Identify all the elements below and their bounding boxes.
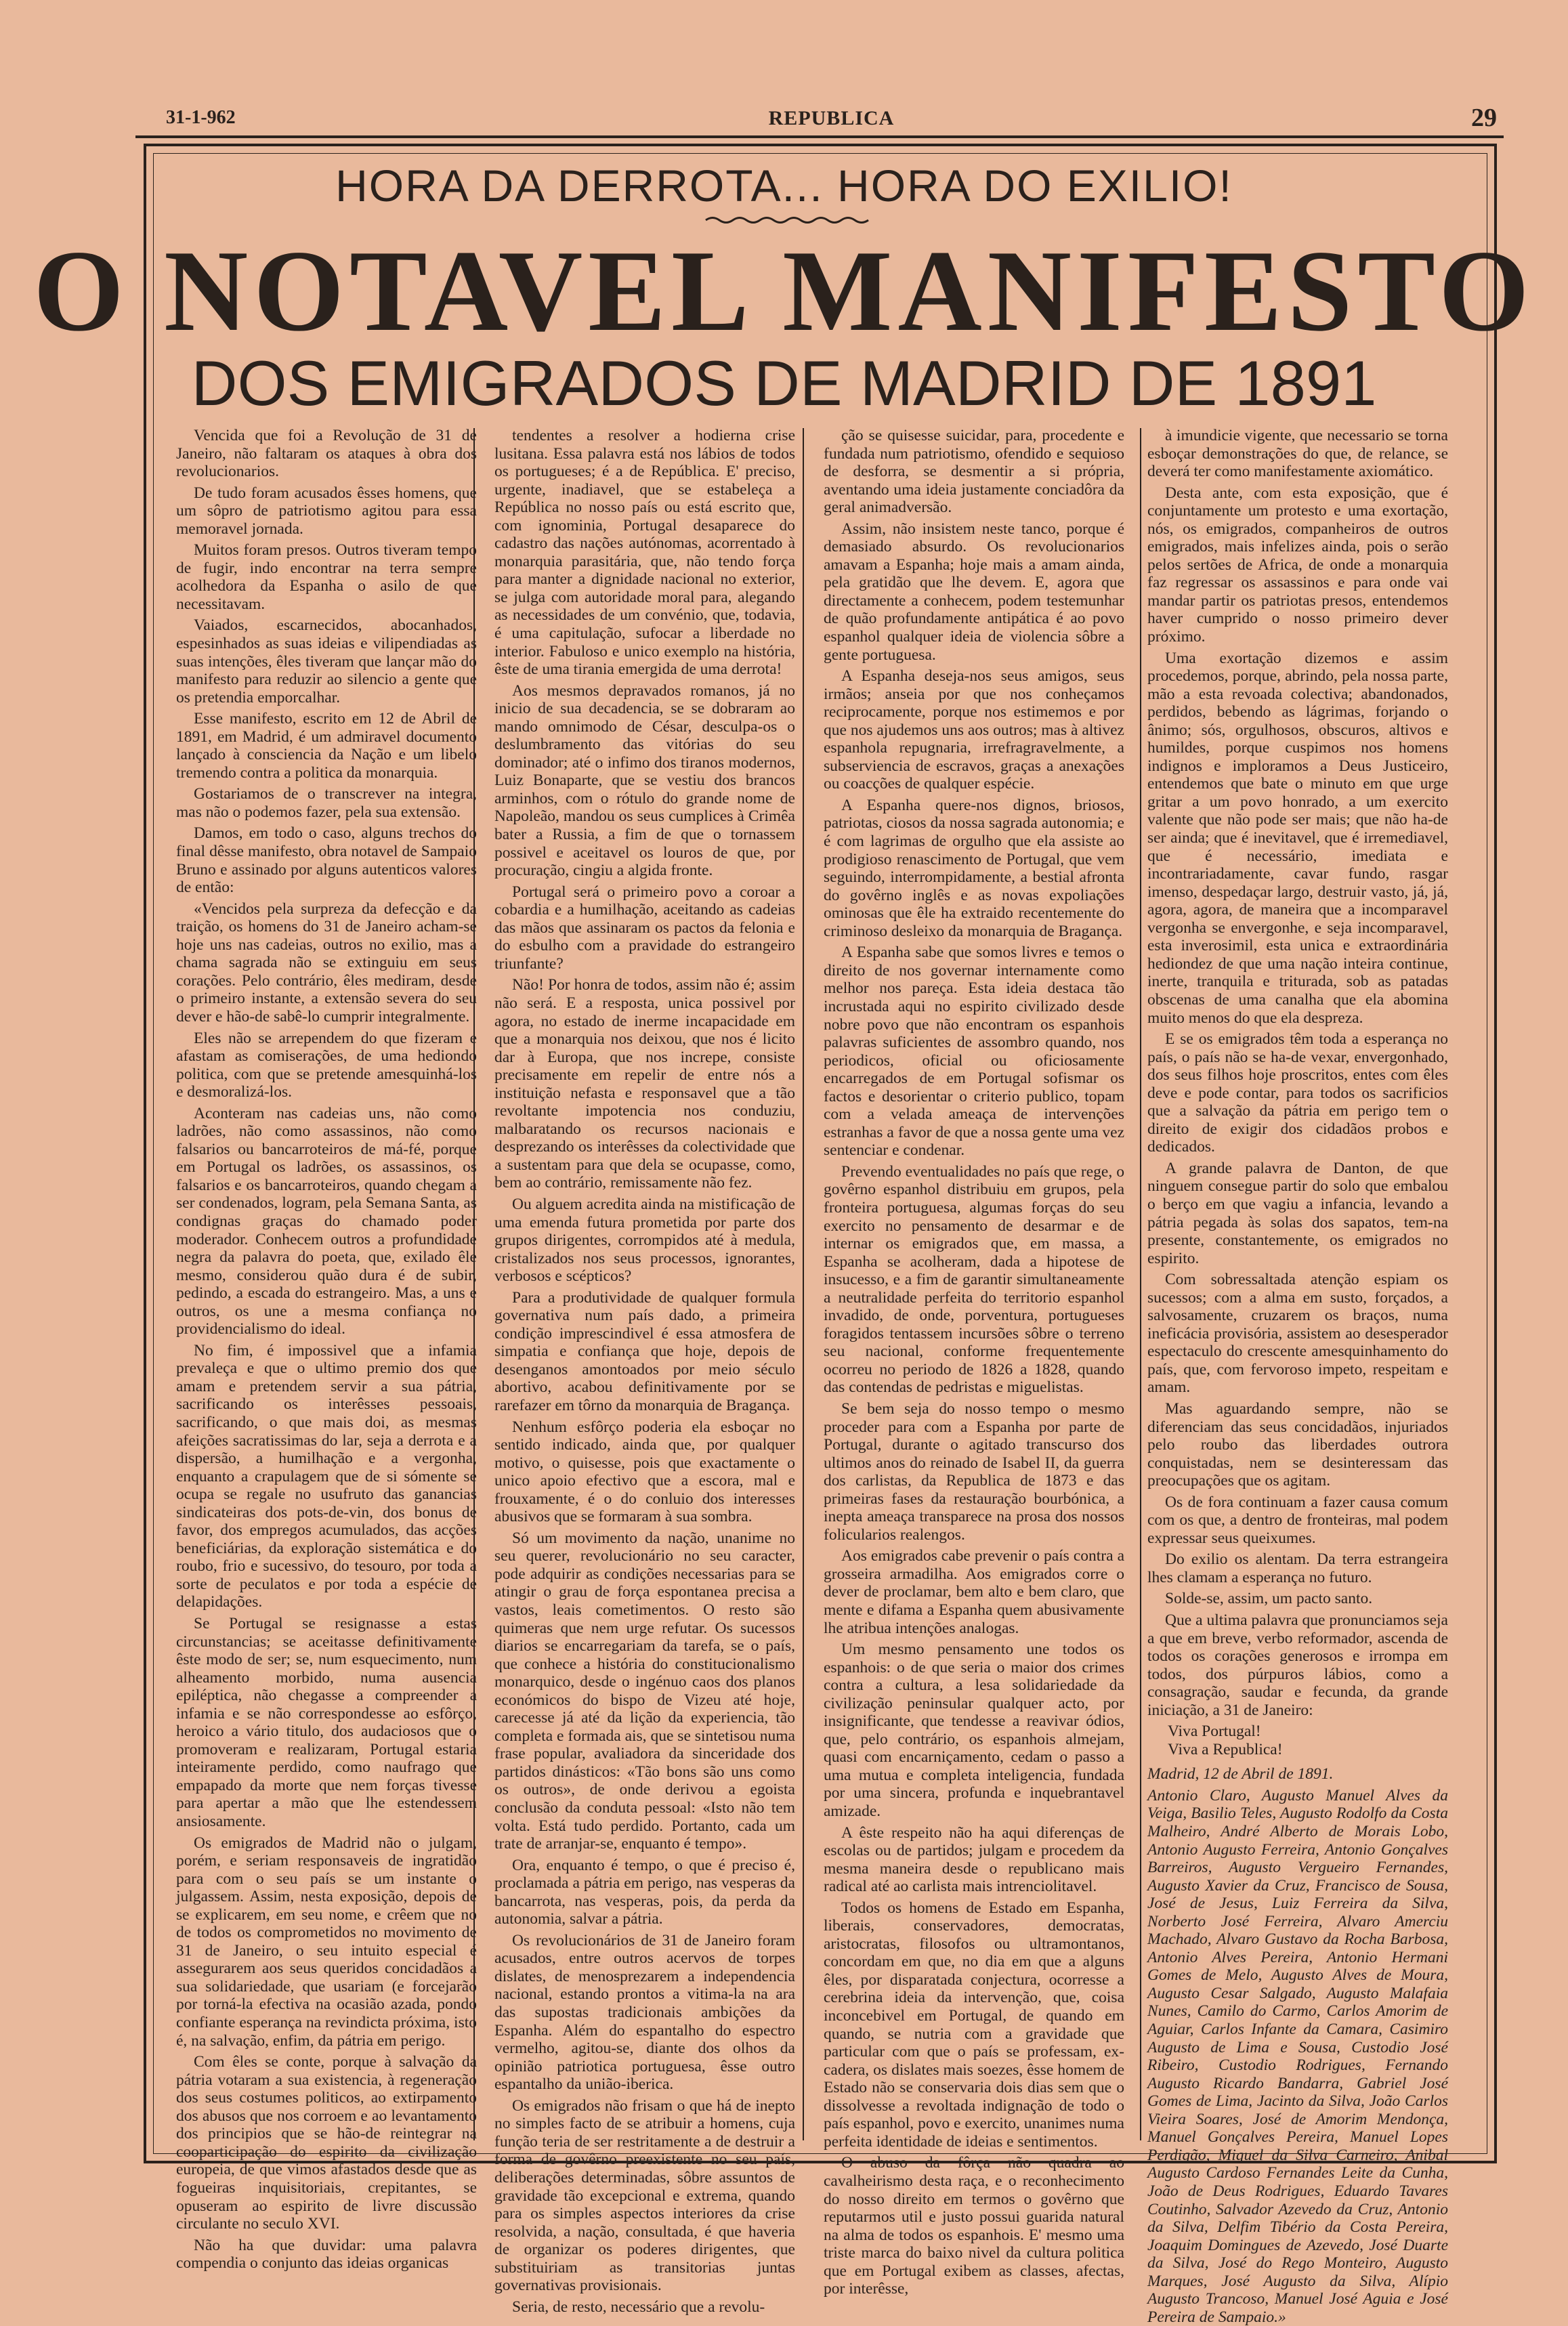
paragraph: A Espanha sabe que somos livres e temos o direito de nos governar internamente como melhor nos pareça. Esta ideia destaca tão incrustada aqui no espirito civilizado desde nobre povo que não encontram os espanhois palavras suficientes de assombro quando, nos periodicos, oficial ou oficiosamente encarregados de em Portugal sofismar os factos e desorientar o criterio publico, topam com a velada ameaça de intervenções estranhas a favor de que a nossa gente uma vez sentenciar e condenar. [824,944,1124,1160]
paragraph: Não! Por honra de todos, assim não é; assim não será. E a resposta, unica possivel por agora, no estado de inerme incapacidade em que a monarquia nos deixou, que nos é licito dar à Europa, que nos increpe, consiste precisamente em repelir de entre nós a instituição nefasta e responsavel que a tão revoltante impotencia nos conduziu, malbaratando os recursos nacionais e desprezando os interêsses da colectividade que a sustentam para que dela se ocupasse, como, bem ao contrário, remissamente não fez. [494,976,795,1192]
viva-republica: Viva a Republica! [1168,1740,1283,1758]
paragraph: Que a ultima palavra que pronunciamos seja a que em breve, verbo reformador, ascenda de todos os corações generosos e irrompa em todos, dos púrpuros lábios, como a consagração, saudar e fecunda, da grande iniciação, a 31 de Janeiro: [1147,1611,1448,1719]
paragraph: Damos, em todo o caso, alguns trechos do final dêsse manifesto, obra notavel de Sampaio Bruno e assinado por alguns autenticos valores de então: [176,824,477,897]
issue-date: 31-1-962 [166,107,236,128]
newspaper-name: REPUBLICA [768,107,895,129]
paragraph: De tudo foram acusados êsses homens, que um sôpro de patriotismo agitou para essa memoravel jornada. [176,484,477,538]
paragraph: Aos mesmos depravados romanos, já no inicio de sua decadencia, se se dobraram ao mando omnimodo de César, desculpa-os o deslumbramento das vitórias do seu dominador; até o infimo dos tiranos modernos, Luiz Bonaparte, que se vestiu dos brancos arminhos, com o rótulo do grande nome de Napoleão, mandou os seus cumplices à Crimêa bater a Russia, a fim de que o tornassem possivel e aceitavel os louros de que, por procuração, cingiu a algida fronte. [494,681,795,880]
column-4-paragraphs [1147,427,1448,1719]
paragraph: Se Portugal se resignasse a estas circunstancias; se aceitasse definitivamente êste modo de ser; se, num esquecimento, num alheamento morbido, numa ausencia epiléptica, não chegasse a compreender a infamia e se não correspondesse ao esfôrço, heroico a vário titulo, dos audaciosos que o promoveram e realizaram, Portugal estaria inteiramente perdido, como naufrago que empapado da morte que nem forças tivesse para apertar a mão que lhe estendessem ansiosamente. [176,1615,477,1831]
paragraph: Para a produtividade de qualquer formula governativa num país dado, a primeira condição imprescindivel é essa atmosfera de simpatia e confiança que hoje, depois de desenganos amontoados por meio século abortivo, acabou definitivamente por se rarefazer em tôrno da monarquia de Bragança. [494,1288,795,1414]
paragraph: A Espanha quere-nos dignos, briosos, patriotas, ciosos da nossa sagrada autonomia; e é com lagrimas de orgulho que ela assiste ao prodigioso renascimento de Portugal, que vem seguindo, interrompidamente, a bestial afronta do govêrno inglês e as novas expoliações ominosas que êle ha extraido recentemente do criminoso desleixo da monarquia de Bragança. [824,796,1124,940]
paragraph: Ou alguem acredita ainda na mistificação de uma emenda futura prometida por parte dos grupos dirigentes, corrompidos até à medula, cristalizados nos seus processos, ignorantes, verbosos e scépticos? [494,1195,795,1286]
paragraph: «Vencidos pela surpreza da defecção e da traição, os homens do 31 de Janeiro acham-se hoje uns nas cadeias, outros no exilio, mas a chama sagrada não se extinguiu em seus corações. Pelo contrário, êles mediram, desde o primeiro instante, a extensão severa do seu dever e hão-de sabê-lo cumprir integralmente. [176,900,477,1025]
paragraph: Se bem seja do nosso tempo o mesmo proceder para com a Espanha por parte de Portugal, durante o agitado transcurso dos ultimos anos do reinado de Isabel II, da guerra dos carlistas, da Republica de 1873 e das primeiras fases da restauração bourbónica, a inepta ameaça transparece na prosa dos nossos folicularios realengos. [824,1399,1124,1544]
paragraph: à imundicie vigente, que necessario se torna esboçar demonstrações do que, de relance, se deverá ter como manifestamente axiomático. [1147,427,1448,481]
paragraph: Os emigrados não frisam o que há de inepto no simples facto de se atribuir a homens, cuja função teria de ser restritamente a de destruir a forma de govêrno preexistente no seu país, deliberações determinadas, sôbre assuntos de gravidade tão excepcional e extrema, quando para os simples aspectos interiores da crise resolvida, a nação, consultada, é que haveria de organizar os poderes dirigentes, que substituiriam as transitorias juntas governativas provisionais. [494,2096,795,2295]
paragraph: Os de fora continuam a fazer causa comum com os que, a dentro de fronteiras, mal podem expressar seus queixumes. [1147,1493,1448,1547]
signatories: Antonio Claro, Augusto Manuel Alves da Veiga, Basilio Teles, Augusto Rodolfo da Costa Malheiro, André Alberto de Morais Lobo, Antonio Augusto Ferreira, Antonio Gonçalves Barreiros, Augusto Vergueiro Fernandes, Augusto Xavier da Cruz, Francisco de Sousa, José de Jesus, Luiz Ferreira da Silva, Norberto José Ferreira, Alvaro Amerciu Machado, Alvaro Gustavo da Rocha Barbosa, Antonio Alves Pereira, Antonio Hermani Gomes de Melo, Augusto Alves de Moura, Augusto Cesar Salgado, Augusto Malafaia Nunes, Camilo do Carmo, Carlos Amorim de Aguiar, Carlos Infante da Camara, Casimiro Augusto de Lima e Sousa, Custodio José Ribeiro, Custodio Rodrigues, Fernando Augusto Ricardo Bandarra, Gabriel José Gomes de Lima, Jacinto da Silva, João Carlos Vieira Soares, José de Amorim Mendonça, Manuel Gonçalves Pereira, Manuel Lopes Perdigão, Miguel da Silva Carneiro, Anibal Augusto Cardoso Fernandes Leite da Cunha, João de Deus Rodrigues, Eduardo Tavares Coutinho, Salvador Azevedo da Cruz, Antonio da Silva, Delfim Tibério da Costa Pereira, Joaquim Domingues de Azevedo, José Duarte da Silva, José do Rego Monteiro, Augusto Marques, José Augusto da Silva, Alípio Augusto Trancoso, Manuel José Aguia e José Pereira de Sampaio.» [1147,1786,1448,2326]
paragraph: ção se quisesse suicidar, para, procedente e fundada num patriotismo, ofendido e sequioso de desforra, se desmentir a si própria, aventando uma ideia justamente conciadôra da geral animadversão. [824,427,1124,517]
paragraph: Assim, não insistem neste tanco, porque é demasiado absurdo. Os revolucionarios amavam a Espanha; hoje mais a amam ainda, pela gratidão que lhe devem. E, agora que directamente a conhecem, podem testemunhar de quão profundamente antipática é ao povo espanhol qualquer ideia de violencia sôbre a gente portuguesa. [824,520,1124,664]
kicker-headline: HORA DA DERROTA... HORA DO EXILIO! [335,161,1233,211]
paragraph: Aconteram nas cadeias uns, não como ladrões, não como assassinos, não como falsarios ou bancarroteiros de má-fé, porque em Portugal os ladrões, os assassinos, os falsarios e os bancarroteiros, quando chegam a ser condenados, logram, pela Semana Santa, as condignas graças do chamado poder moderador. Conhecem outros a profundidade negra da palavra do poeta, que, exilado êle mesmo, considerou quão dura é de subir, pedindo, a escada do estrangeiro. Mas, a uns e outros, os une a mesma confiança no providencialismo do ideal. [176,1104,477,1338]
column-2 [494,427,795,2316]
paragraph: Com êles se conte, porque à salvação da pátria votaram a sua existencia, à regeneração dos seus costumes politicos, ao extirpamento dos abusos que nos corroem e ao levantamento dos principios que se hão-de reintegrar na cooparticipação do espirito da civilização europeia, de que vimos afastados desde que as fogueiras inquisitoriais, crepitantes, se opuseram ao espirito de livre discussão circulante no seculo XVI. [176,2053,477,2233]
column-4 [1147,427,1448,2326]
viva-portugal: Viva Portugal! [1168,1722,1261,1741]
paragraph: Vaiados, escarnecidos, abocanhados, espesinhados as suas ideias e vilipendiadas as suas intenções, êles tiveram que lançar mão do manifesto para reduzir ao silencio a gente que os pretendia emporcalhar. [176,616,477,706]
article-body [167,427,1474,2326]
paragraph: Muitos foram presos. Outros tiveram tempo de fugir, indo encontrar na terra sempre acolhedora da Espanha o asilo de que necessitavam. [176,541,477,613]
paragraph: Esse manifesto, escrito em 12 de Abril de 1891, em Madrid, é um admiravel documento lançado à consciencia da Nação e um libelo tremendo contra a politica da monarquia. [176,710,477,782]
paragraph: Desta ante, com esta exposição, que é conjuntamente um protesto e uma exortação, nós, os emigrados, companheiros de outros emigrados, mais infelizes ainda, pois o serão pelos sertões de Africa, de onde a monarquia faz regressar os assassinos e para onde vai mandar partir os patriotas presos, entendemos haver cumprido o nosso primeiro dever próximo. [1147,484,1448,646]
subheadline: DOS EMIGRADOS DE MADRID DE 1891 [191,347,1377,419]
column-1 [176,427,477,2272]
paragraph: Só um movimento da nação, unanime no seu querer, revolucionário no seu caracter, pode adquirir as condições necessarias para se atingir o grau de força espontanea precisa a vastos, leais cometimentos. O resto são quimeras que nem urge refutar. Os sucessos diarios se encarregariam da tarefa, se o país, que conhece a história do constitucionalismo monarquico, desde o ingénuo caos dos planos económicos do bispo de Vizeu até hoje, carecesse já até da lição da experiencia, tão completa e formada ais, que se sintetisou numa frase popular, avaliadora da sinceridade dos partidos dinásticos: «Tão bons são uns como os outros», de onde derivou a egoista conclusão da conduta pessoal: «Isto não tem volta. Está tudo perdido. Portanto, cada um trate de arranjar-se, enquanto é tempo». [494,1529,795,1853]
paragraph: Ora, enquanto é tempo, o que é preciso é, proclamada a pátria em perigo, nas vesperas da bancarrota, nas vesperas, pois, da perda da autonomia, salvar a pátria. [494,1856,795,1928]
page-header [166,104,1497,134]
paragraph: Todos os homens de Estado em Espanha, liberais, conservadores, democratas, aristocratas, filosofos ou ultramontanos, concordam em que, no dia em que a alguns êles, por disparatada conjectura, ocorresse a cerebrina ideia da intervenção, que, coisa inconcebivel em Portugal, de quando em quando, se nutria com a gravidade que particular com que o país se professam, ex-cadera, os dislates mais soezes, êsse homem de Estado não se conservaria dois dias sem que o dissolvesse a revoltada indignação de todo o país espanhol, povo e exercito, unanimes numa perfeita identidade de ideias e sentimentos. [824,1899,1124,2151]
column-3 [824,427,1124,2298]
paragraph: Eles não se arrependem do que fizeram e afastam as comiserações, de uma hediondo politica, com que se pretende amesquinhá-los e desmoralizá-los. [176,1029,477,1101]
paragraph: Gostariamos de o transcrever na integra, mas não o podemos fazer, pela sua extensão. [176,785,477,821]
paragraph: Não ha que duvidar: uma palavra compendia o conjunto das ideias organicas [176,2236,477,2272]
paragraph: Portugal será o primeiro povo a coroar a cobardia e a humilhação, aceitando as cadeias das mãos que assinaram os pactos da felonia e do esbulho com a pravidade do estrangeiro triunfante? [494,883,795,973]
paragraph: No fim, é impossivel que a infamia prevaleça e que o ultimo premio dos que amam e pretendem servir a sua pátria, sacrificando os interêsses pessoais, sacrificando, o que mais doi, as mesmas afeições sacratissimas do lar, seja a derrota e a dispersão, a humilhação e a vergonha, enquanto a crapulagem que de si sómente se ocupa se regale no usufruto das ganancias sindicateiras dos pots-de-vin, dos bonus de favor, dos empregos acumulados, das acções beneficiárias, da exploração sistemática e do roubo, frio e sucessivo, do tesouro, por toda a sorte de peculatos e por toda a espécie de delapidações. [176,1341,477,1611]
paragraph: Os revolucionários de 31 de Janeiro foram acusados, entre outros acervos de torpes dislates, de menosprezarem a independencia nacional, estando prontos a vitima-la na ara das supostas tradicionais ambições da Espanha. Além do espantalho do espectro vermelho, agitou-se, diante dos olhos da opinião patriotica portuguesa, êsse outro espantalho da união-iberica. [494,1931,795,2094]
paragraph: Aos emigrados cabe prevenir o país contra a grosseira armadilha. Aos emigrados corre o dever de proclamar, bem alto e bem claro, que mente e difama a Espanha quem abusivamente lhe atribua intenções analogas. [824,1547,1124,1637]
paragraph: Com sobressaltada atenção espiam os sucessos; com a alma em susto, forçados, a salvosamente, cruzarem os braços, numa ineficácia provisória, assistem ao desesperador espectaculo do crescente amesquinhamento do país, que, com fervoroso impeto, respeitam e amam. [1147,1271,1448,1397]
paragraph: Um mesmo pensamento une todos os espanhois: o de que seria o maior dos crimes contra a cultura, a lesa solidariedade da civilização peninsular qualquer acto, por insignificante, que tendesse a reavivar ódios, que, pelo contrário, os espanhois almejam, quasi com encarniçamento, cedam o passo a uma mutua e completa inteligencia, fundada por uma sincera, profunda e inquebrantavel amizade. [824,1641,1124,1821]
paragraph: Solde-se, assim, um pacto santo. [1165,1590,1373,1608]
paragraph: Seria, de resto, necessário que a revolu- [512,2298,765,2316]
paragraph: E se os emigrados têm toda a esperança no país, o país não se ha-de vexar, envergonhado, dos seus filhos hoje proscritos, entes com êles deve e pode contar, para todos os sacrificios que a salvação da pátria em perigo tem o direito de exigir dos cidadãos probos e dedicados. [1147,1030,1448,1156]
paragraph: A êste respeito não ha aqui diferenças de escolas ou de partidos; julgam e procedem da mesma maneira desde o republicano mais radical até ao carlista mais intrenciolitavel. [824,1823,1124,1896]
paragraph: Nenhum esfôrço poderia ela esboçar no sentido indicado, ainda que, por qualquer motivo, o quisesse, pois que exactamente o unico apoio efectivo que a escora, mal e frouxamente, é o do conluio dos interesses abusivos que se formaram à sua sombra. [494,1418,795,1526]
paragraph: Mas aguardando sempre, não se diferenciam das seus concidadãos, injuriados pelo roubo das liberdades outrora conquistadas, nem se desinteressam das preocupações que os agitam. [1147,1399,1448,1490]
wavy-rule [706,215,868,225]
page-number: 29 [1471,104,1497,132]
signature-date: Madrid, 12 de Abril de 1891. [1147,1765,1334,1783]
paragraph: Vencida que foi a Revolução de 31 de Janeiro, não faltaram os ataques à obra dos revolucionarios. [176,427,477,481]
paragraph: Os emigrados de Madrid não o julgam, porém, e seriam responsaveis de ingratidão para com o seu país se um instante o julgassem. Assim, nesta exposição, depois de se explicarem, em seu nome, e crêem que no de todos os comprometidos no movimento de 31 de Janeiro, o seu intuito especial é assegurarem aos seus queridos concidadãos a sua solidariedade, que usariam (e forcejarão por torná-la efectiva na ocasião azada, pondo confiante esperança na revindicta próxima, isto é, na salvação, enfim, da pátria em perigo. [176,1834,477,2050]
paragraph: Do exilio os alentam. Da terra estrangeira lhes clamam a esperança no futuro. [1147,1550,1448,1586]
paragraph: A grande palavra de Danton, de que ninguem consegue partir do solo que embalou o berço em que vagiu a infancia, levando a pátria pegada às solas dos sapatos, tem-na presente, constantemente, os emigrados no espirito. [1147,1159,1448,1267]
paragraph: Prevendo eventualidades no país que rege, o govêrno espanhol distribuiu em grupos, pela fronteira portuguesa, algumas forças do seu exercito no pensamento de desarmar e de internar os emigrados que, em massa, a Espanha se acolheram, dada a hipotese de insucesso, e a fim de garantir simultaneamente a neutralidade perfeita do territorio espanhol invadido, de onde, porventura, portugueses foragidos tentassem incursões sôbre o terreno seu nacional, conforme frequentemente ocorreu no periodo de 1826 a 1828, quando das contendas de pedristas e miguelistas. [824,1162,1124,1397]
main-headline: O NOTAVEL MANIFESTO [33,227,1535,356]
paragraph: tendentes a resolver a hodierna crise lusitana. Essa palavra está nos lábios de todos os portugueses; é a de República. E' preciso, urgente, inadiavel, que se estabeleça a República no nosso país ou está escrito que, com ignominia, Portugal desaparece do cadastro das nações autónomas, acorrentado à monarquia parasitária, que, não tendo força para manter a dignidade nacional no exterior, se julga com autoridade moral para, alegando as necessidades de um convénio, que, todavia, é uma capitulação, sufocar a liberdade no interior. Fabuloso e unico exemplo na história, êste de uma tirania emergida de uma derrota! [494,427,795,679]
paragraph: Uma exortação dizemos e assim procedemos, porque, abrindo, pela nossa parte, mão a esta revoada colectiva; abandonados, perdidos, bebendo as lágrimas, forjando o ânimo; sós, orgulhosos, obscuros, altivos e humildes, porque cuspimos nos homens indignos e imploramos a Deus Justiceiro, entendemos que bate o minuto em que urge gritar a um povo honrado, a um exercito valente que não pode ser mais; que não ha-de ser ainda; que é inevitavel, que é irremediavel, que é necessário, imediata e incontrariadamente, cavar fundo, rasgar imenso, despedaçar largo, destruir vasto, já, já, agora, agora, de maneira que a incomparavel vergonha se envergonhe, e seja incomparavel, esta inverosimil, esta unica e extraordinária hediondez de que uma nação inteira continue, inerte, tranquila e triturada, sob as patadas obscenas de uma canalha que ela abomina muito menos do que ela despreza. [1147,649,1448,1027]
header-rule [135,135,1504,138]
paragraph: A Espanha deseja-nos seus amigos, seus irmãos; anseia por que nos conheçamos reciprocamente, porque nos estimemos e por que nos ajudemos uns aos outros; mas à altivez espanhola repugnaria, irrefragravelmente, a subserviencia de escravos, graças a anexações ou coacções de qualquer espécie. [824,667,1124,793]
paragraph: O abuso da fôrça não quadra ao cavalheirismo desta raça, e o reconhecimento do nosso direito em termos o govêrno que reputarmos util e justo possui guarida natural na alma de todos os espanhois. E' mesmo uma triste marca do baixo nivel da cultura politica que em Portugal exibem as classes, afectas, por interêsse, [824,2154,1124,2298]
